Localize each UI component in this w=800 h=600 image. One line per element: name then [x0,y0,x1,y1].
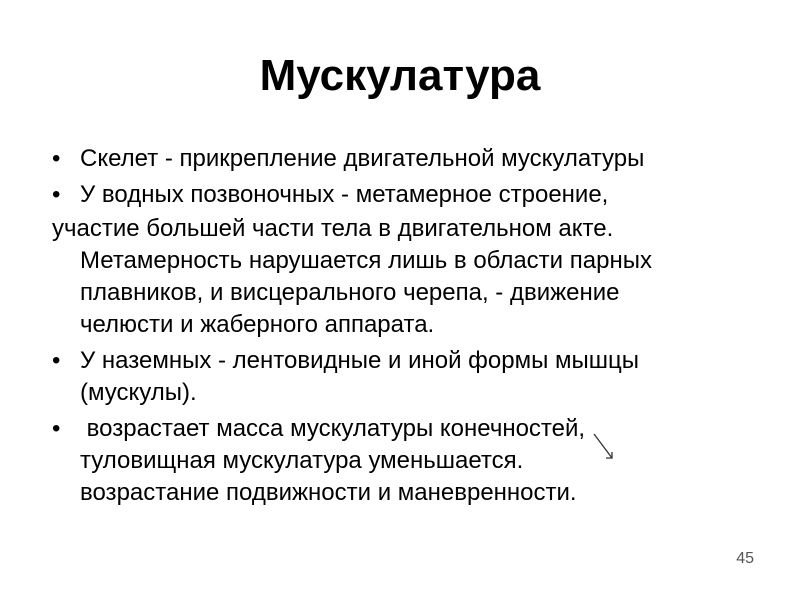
slide-body [52,143,752,513]
bullet-glyph: • [52,415,61,442]
page-number: 45 [736,550,754,567]
bullet-text: У водных позвоночных - метамерное строение, [80,181,609,208]
paragraph-line: плавников, и висцерального черепа, - движение [80,279,620,306]
bullet-item [52,413,752,509]
paragraph-line: челюсти и жаберного аппарата. [80,311,435,338]
bullet-glyph: • [52,347,61,374]
bullet-text: возрастание подвижности и маневренности. [80,479,577,506]
bullet-item [52,143,752,175]
paragraph [52,213,752,341]
paragraph-line: Метамерность нарушается лишь в области парных [80,247,652,274]
paragraph-line: участие большей части тела в двигательном акте. [52,215,614,242]
bullet-item [52,179,752,211]
bullet-glyph: • [52,145,61,172]
bullet-text: (мускулы). [80,379,197,406]
down-right-arrow-icon [592,432,618,464]
bullet-text: У наземных - лентовидные и иной формы мышцы [80,347,640,374]
bullet-text: возрастает масса мускулатуры конечностей, [80,415,586,442]
bullet-glyph: • [52,181,61,208]
bullet-item [52,345,752,409]
slide-title: Мускулатура [259,51,541,100]
bullet-text: Скелет - прикрепление двигательной мускулатуры [80,145,645,172]
bullet-text: туловищная мускулатура уменьшается. [80,447,524,474]
